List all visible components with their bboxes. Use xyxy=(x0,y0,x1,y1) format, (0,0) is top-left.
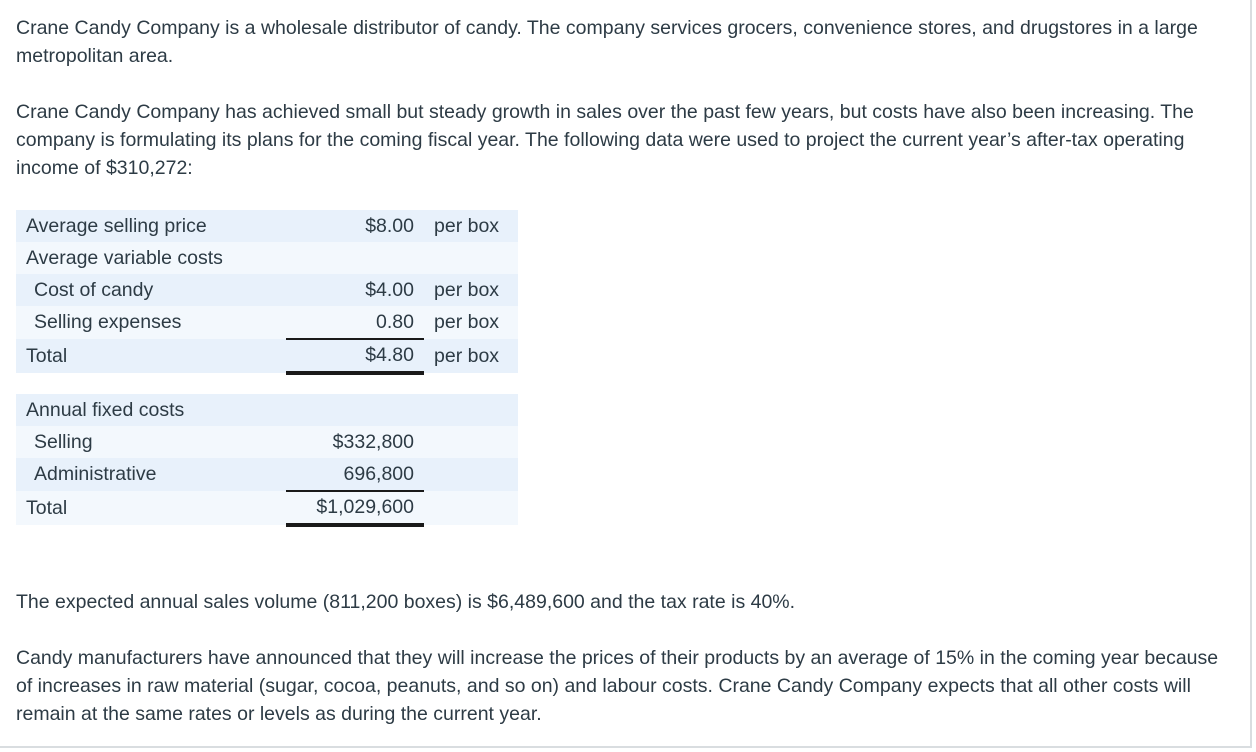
row-unit: per box xyxy=(424,274,518,306)
row-value: $4.80 xyxy=(286,339,424,373)
table-row xyxy=(16,306,518,339)
table-row xyxy=(16,426,518,458)
row-label: Total xyxy=(16,491,286,525)
row-value xyxy=(286,394,424,426)
row-unit: per box xyxy=(424,210,518,242)
row-value: $8.00 xyxy=(286,210,424,242)
row-label: Total xyxy=(16,339,286,373)
row-label: Selling expenses xyxy=(16,306,286,339)
row-unit-empty xyxy=(424,426,518,458)
row-label: Cost of candy xyxy=(16,274,286,306)
row-unit xyxy=(424,242,518,274)
table-row xyxy=(16,491,518,525)
row-label: Average variable costs xyxy=(16,242,286,274)
row-value: $1,029,600 xyxy=(286,491,424,525)
manufacturers-paragraph: Candy manufacturers have announced that they will increase the prices of their products by an average of 15% in the coming year because of increases in raw material (sugar, cocoa, peanuts, and so on) and labour costs. Crane Candy Company expects that all other costs will remain at the same rates or levels as during the current year. xyxy=(16,647,1219,725)
row-label: Average selling price xyxy=(16,210,286,242)
table-row xyxy=(16,242,518,274)
row-label: Administrative xyxy=(16,458,286,491)
row-unit-empty xyxy=(424,394,518,426)
row-value xyxy=(286,242,424,274)
table-row xyxy=(16,274,518,306)
row-label: Annual fixed costs xyxy=(16,394,286,426)
table-row xyxy=(16,458,518,491)
table-row xyxy=(16,210,518,242)
sales-volume-paragraph: The expected annual sales volume (811,200 boxes) is $6,489,600 and the tax rate is 40%. xyxy=(16,591,796,613)
row-unit-empty xyxy=(424,458,518,491)
growth-paragraph: Crane Candy Company has achieved small but steady growth in sales over the past few years, but costs have also been increasing. The company is formulating its plans for the coming fiscal year. The following data were used to project the current year’s after-tax operating income of $310,272: xyxy=(16,101,1194,179)
row-label: Selling xyxy=(16,426,286,458)
row-unit: per box xyxy=(424,339,518,373)
row-unit: per box xyxy=(424,306,518,339)
table-row xyxy=(16,339,518,373)
intro-paragraph: Crane Candy Company is a wholesale distributor of candy. The company services grocers, convenience stores, and drugstores in a large metropolitan area. xyxy=(16,17,1198,67)
row-value: 696,800 xyxy=(286,458,424,491)
table-row xyxy=(16,394,518,426)
row-value: $4.00 xyxy=(286,274,424,306)
fixed-cost-table xyxy=(16,394,518,527)
row-value: 0.80 xyxy=(286,306,424,339)
row-value: $332,800 xyxy=(286,426,424,458)
unit-cost-table xyxy=(16,210,518,375)
row-unit-empty xyxy=(424,491,518,525)
